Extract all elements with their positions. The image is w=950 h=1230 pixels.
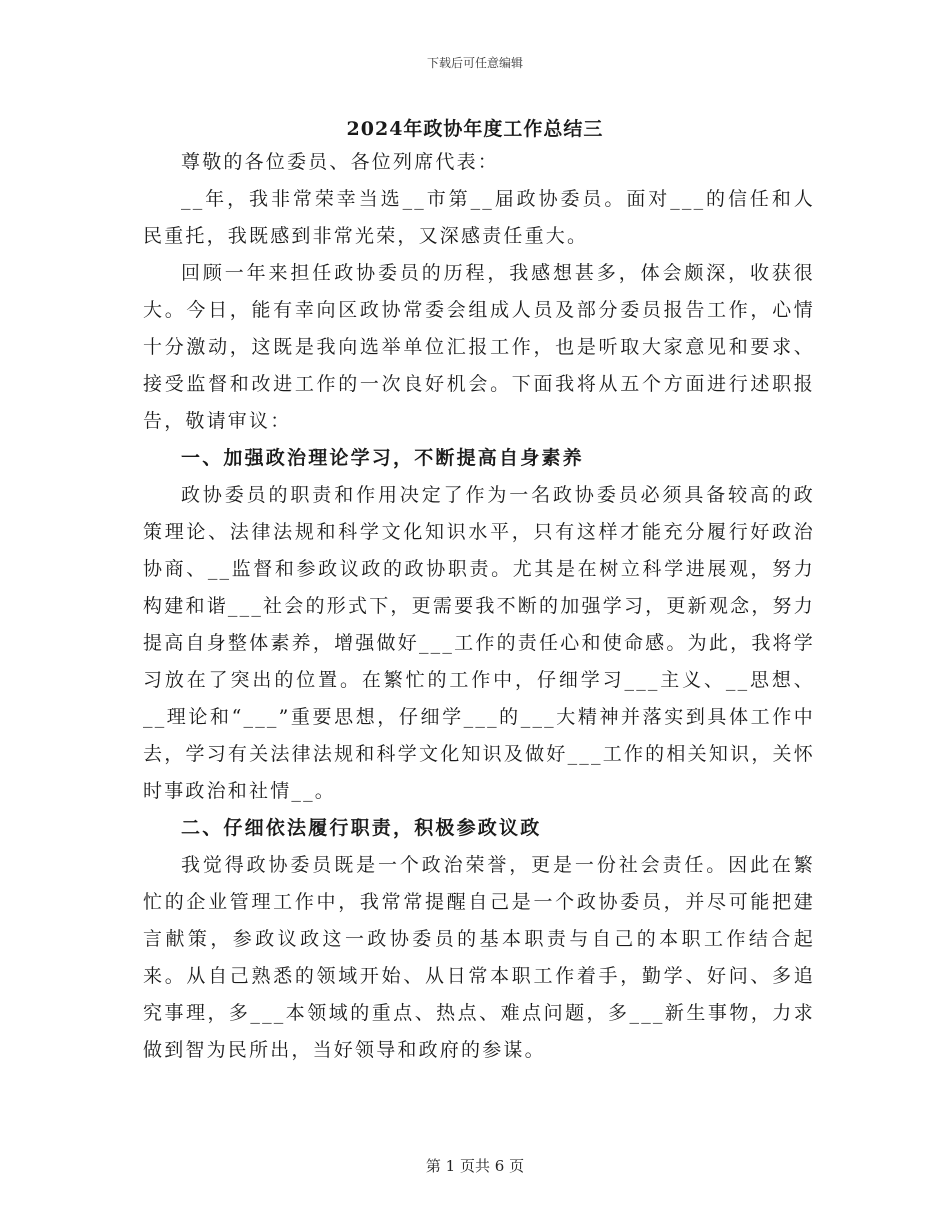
paragraph-4: 我觉得政协委员既是一个政治荣誉，更是一份社会责任。因此在繁忙的企业管理工作中，我常常提醒自己是一个政协委员，并尽可能把建言献策，参政议政这一政协委员的基本职责与自己的本职工作结合起来。从自己熟悉的领域开始、从日常本职工作着手，勤学、好问、多追究事理，多___本领域的重点、热点、难点问题，多___新生事物，力求做到智为民所出，当好领导和政府的参谋。 bbox=[143, 854, 815, 1061]
salutation: 尊敬的各位委员、各位列席代表： bbox=[181, 151, 500, 173]
document-title: 2024年政协年度工作总结三 bbox=[346, 118, 604, 140]
paragraph-3: 政协委员的职责和作用决定了作为一名政协委员必须具备较高的政策理论、法律法规和科学文化知识水平，只有这样才能充分履行好政治协商、__监督和参政议政的政协职责。尤其是在树立科学进展观，努力构建和谐___社会的形式下，更需要我不断的加强学习，更新观念，努力提高自身整体素养，增强做好___工作的责任心和使命感。为此，我将学习放在了突出的位置。在繁忙的工作中，仔细学习___主义、__思想、__理论和“___”重要思想，仔细学___的___大精神并落实到具体工作中去，学习有关法律法规和科学文化知识及做好___工作的相关知识，关怀时事政治和社情__。 bbox=[143, 484, 815, 802]
header-note: 下载后可任意编辑 bbox=[426, 56, 523, 70]
section-heading-2: 二、仔细依法履行职责，积极参政议政 bbox=[181, 817, 542, 839]
page-footer: 第 1 页共 6 页 bbox=[425, 1157, 525, 1175]
paragraph-2: 回顾一年来担任政协委员的历程，我感想甚多，体会颇深，收获很大。今日，能有幸向区政协常委会组成人员及部分委员报告工作，心情十分激动，这既是我向选举单位汇报工作，也是听取大家意见和要求、接受监督和改进工作的一次良好机会。下面我将从五个方面进行述职报告，敬请审议： bbox=[143, 262, 815, 432]
section-heading-1: 一、加强政治理论学习，不断提高自身素养 bbox=[181, 447, 584, 469]
paragraph-1: __年，我非常荣幸当选__市第__届政协委员。面对___的信任和人民重托，我既感到非常光荣，又深感责任重大。 bbox=[143, 188, 815, 247]
document-body bbox=[143, 144, 815, 1069]
